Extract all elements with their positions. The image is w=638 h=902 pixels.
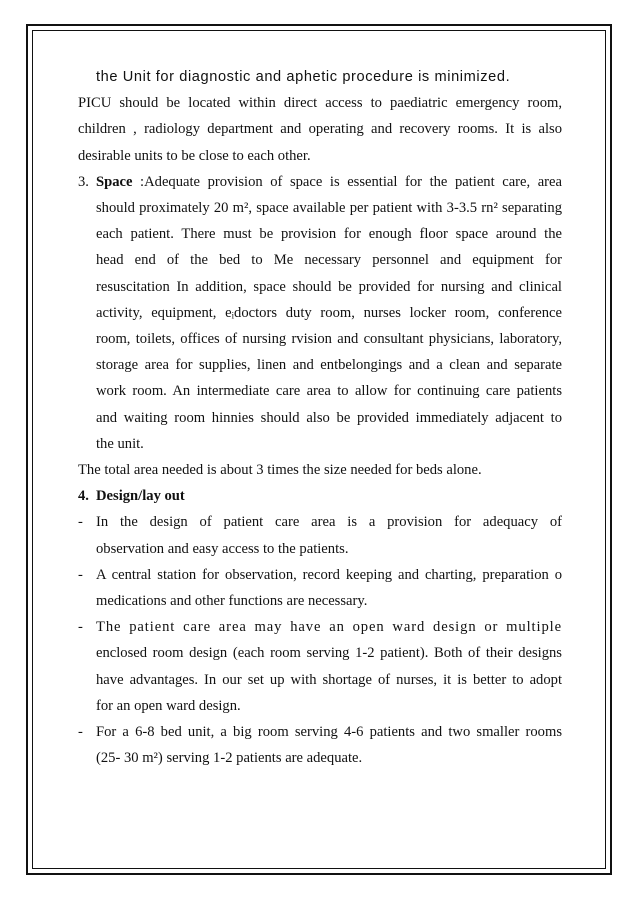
text-line: should proximately 20 m², space available per patient with 3-3.5 rn² separating — [96, 200, 562, 217]
text-line: desirable units to be close to each other. — [78, 147, 311, 164]
text-line: room, toilets, offices of nursing rvision and consultant physicians, laboratory, — [96, 331, 562, 348]
text-line: enclosed room design (each room serving 1-2 patient). Both of their designs — [96, 645, 562, 662]
text-line — [96, 169, 562, 195]
bullet-item — [78, 614, 562, 719]
text-line: medications and other functions are necessary. — [96, 593, 368, 610]
text-line: resuscitation In addition, space should be provided for nursing and clinical — [96, 278, 562, 295]
bullet-marker: - — [78, 724, 83, 741]
section-number: 3. — [78, 173, 89, 190]
bullet-marker: - — [78, 566, 83, 583]
text-line: children , radiology department and operating and recovery rooms. It is also — [78, 121, 562, 138]
text-line — [96, 483, 562, 509]
text-line: have advantages. In our set up with shortage of nurses, it is better to adopt — [96, 671, 562, 688]
section-design — [78, 483, 562, 509]
bullet-item — [78, 509, 562, 561]
paragraph-location — [78, 90, 562, 169]
document-body — [78, 64, 562, 771]
text-line: The patient care area may have an open ward design or multiple — [96, 619, 562, 636]
section-number: 4. — [78, 488, 89, 505]
section-heading: Space — [96, 173, 133, 190]
text-line: work room. An intermediate care area to allow for continuing care patients — [96, 383, 562, 400]
bullet-marker: - — [78, 619, 83, 636]
text-line: head end of the bed to Me necessary personnel and equipment for — [96, 252, 562, 269]
text-line: and waiting room hinnies should also be provided immediately adjacent to — [96, 409, 562, 426]
text-line: activity, equipment, eᵢdoctors duty room, nurses locker room, conference — [96, 304, 562, 321]
bullet-item — [78, 562, 562, 614]
text-line: observation and easy access to the patients. — [96, 540, 349, 557]
text-line: storage area for supplies, linen and entbelongings and a clean and separate — [96, 357, 562, 374]
section-space — [78, 169, 562, 457]
text-line: In the design of patient care area is a provision for adequacy of — [96, 514, 562, 531]
text-line: (25- 30 m²) serving 1-2 patients are adequate. — [96, 750, 363, 767]
total-area-line: The total area needed is about 3 times the size needed for beds alone. — [78, 462, 482, 479]
continuation-line: the Unit for diagnostic and aphetic procedure is minimized. — [96, 69, 511, 85]
text-line: the unit. — [96, 435, 144, 452]
text-line: for an open ward design. — [96, 697, 241, 714]
text-line: A central station for observation, record keeping and charting, preparation o — [96, 566, 562, 583]
text-line: PICU should be located within direct access to paediatric emergency room, — [78, 95, 562, 112]
bullet-item — [78, 719, 562, 771]
bullet-marker: - — [78, 514, 83, 531]
section-heading: Design/lay out — [96, 488, 185, 505]
text-span: :Adequate provision of space is essential for the patient care, area — [140, 173, 562, 190]
text-line: each patient. There must be provision for enough floor space around the — [96, 226, 562, 243]
text-line: For a 6-8 bed unit, a big room serving 4-6 patients and two smaller rooms — [96, 724, 562, 741]
